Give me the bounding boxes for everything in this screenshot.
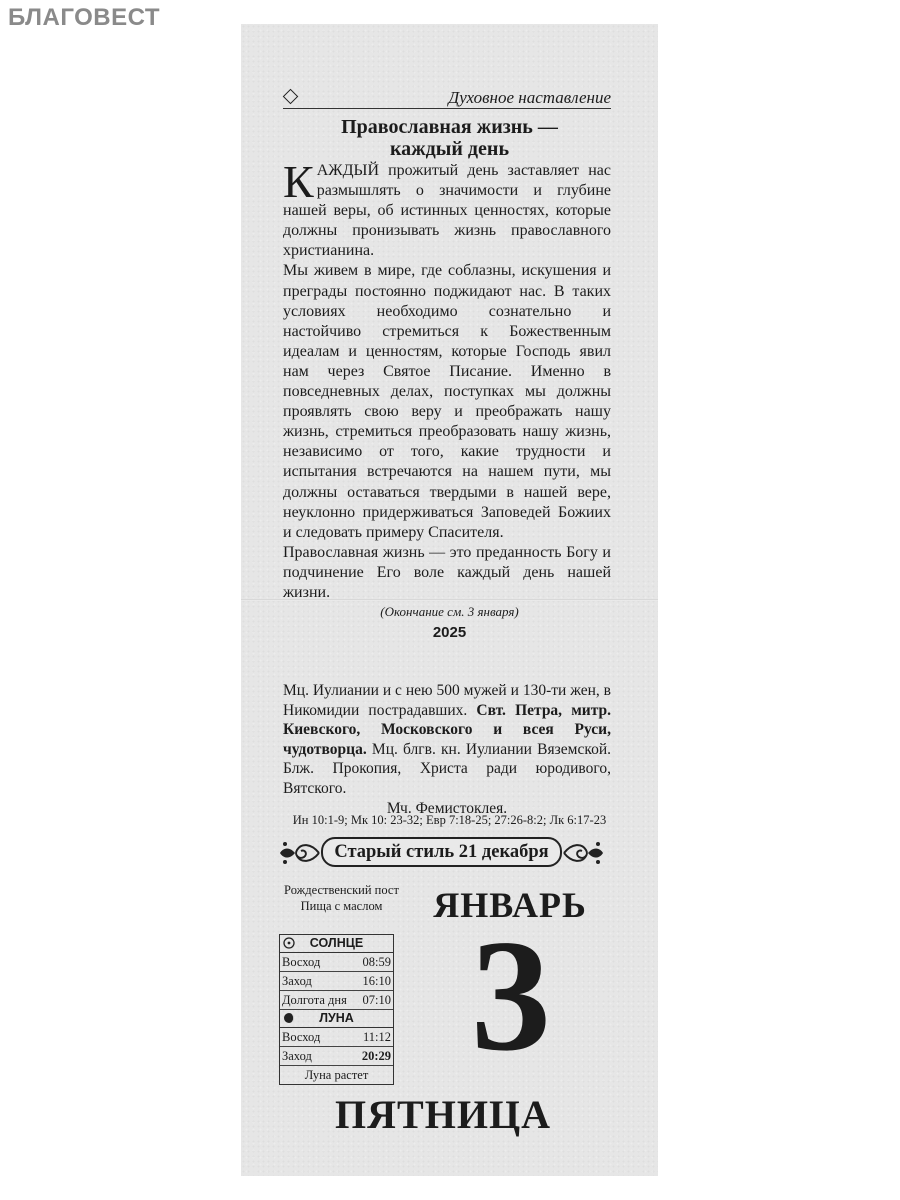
year: 2025 [432,624,467,641]
article-title [241,116,658,160]
sunrise-time: 08:59 [362,955,391,969]
ornament-right-icon [562,838,606,868]
daylength-row [280,991,393,1010]
daylength-label: Долгота дня [282,993,347,1007]
sun-title: СОЛНЦЕ [309,936,364,950]
sunrise-label: Восход [282,955,321,969]
moon-phase: Луна растет [304,1068,369,1082]
fast-name: Рождественский пост [284,883,399,897]
moon-title: ЛУНА [319,1011,354,1025]
saints-text-bold: Свт. Петра, митр. Киевского, Московского и всея Руси, чудотворца. [283,701,611,758]
old-style-banner [277,836,606,870]
article-title-line1: Православная жизнь — [341,116,558,138]
moonset-row [280,1047,393,1066]
brand-logo: БЛАГОВЕСТ [8,4,161,31]
article-paragraph-2: Мы живем в мире, где соблазны, искушения и преграды постоянно поджидают нас. В таких условиях необходимо сознательно и настойчиво стремиться к Божественным идеалам и ценностям, которые Господь явил нам через Святое Писание. Именно в повседневных делах, поступках мы должны проявлять свою веру и преображать нашу жизнь, стремиться преобразовать нашу жизнь, независимо от того, какие трудности и испытания встречаются на нашем пути, мы должны оставаться твердыми в нашей вере, неуклонно придерживаться Заповедей Божиих и следовать примеру Спасителя. [283,262,611,541]
sun-header [280,935,393,953]
saints-text-2: Мц. блгв. кн. Иулиании Вяземской. Блж. Прокопия, Христа ради юродивого, Вятского. [283,740,611,797]
daylength-value: 07:10 [362,993,391,1007]
sunset-time: 16:10 [362,974,391,988]
old-style-date: Старый стиль 21 декабря [321,837,562,867]
moonset-time: 20:29 [361,1049,391,1063]
section-title: Духовное наставление [448,88,611,107]
article-paragraph-3: Православная жизнь — это преданность Богу и подчинение Его воле каждый день нашей жизни. [283,543,611,601]
calendar-sheet [241,24,658,1176]
moonset-label: Заход [282,1049,312,1063]
food-rule: Пища с маслом [300,899,383,913]
saints-text-1: Мц. Иулиании и с нею 500 мужей и 130-ти жен, в Никомидии пострадавших. [283,682,611,719]
scripture-readings: Ин 10:1-9; Мк 10: 23-32; Евр 7:18-25; 27:26-8:2; Лк 6:17-23 [292,813,607,827]
moon-header [280,1010,393,1028]
fast-info [279,882,404,914]
month-name: ЯНВАРЬ [433,885,587,925]
sunrise-row [280,953,393,972]
sunset-label: Заход [282,974,312,988]
moonrise-label: Восход [282,1030,321,1044]
saints-text-last: Мч. Фемистоклея. [386,799,508,817]
article-paragraph-1-text: АЖДЫЙ прожитый день заставляет нас размышлять о значимости и глубине нашей веры, об истинных ценностях, которые должны пронизывать жизнь православного христианина. [283,162,611,260]
drop-cap: К [283,156,314,207]
moonrise-row [280,1028,393,1047]
saints-of-day [283,681,611,818]
article-body [283,156,611,603]
moonrise-time: 11:12 [362,1030,391,1044]
sun-moon-table [279,934,394,1085]
day-number: 3 [471,906,551,1084]
diamond-icon [283,89,299,105]
sun-icon [283,937,295,949]
article-paragraph-1 [283,156,611,261]
continuation-note: (Окончание см. 3 января) [380,604,519,619]
sunset-row [280,972,393,991]
ornament-left-icon [277,838,321,868]
article-title-line2: каждый день [389,138,510,160]
moon-icon [283,1012,295,1024]
weekday-name: ПЯТНИЦА [335,1092,551,1137]
section-header [283,88,611,109]
